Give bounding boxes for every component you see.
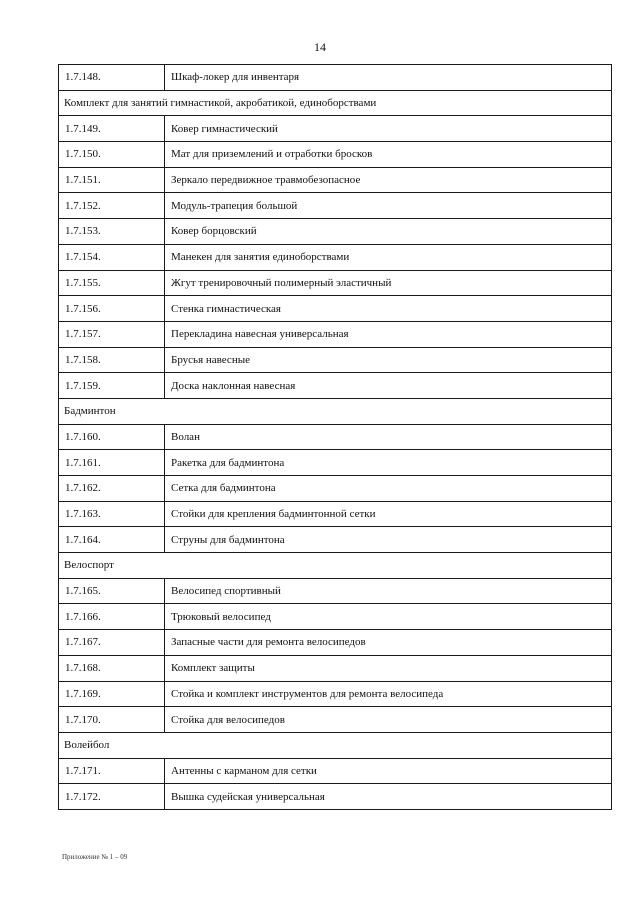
item-name: Брусья навесные xyxy=(165,347,612,373)
item-code: 1.7.171. xyxy=(59,758,165,784)
item-name: Велосипед спортивный xyxy=(165,578,612,604)
item-code: 1.7.168. xyxy=(59,655,165,681)
item-code: 1.7.154. xyxy=(59,244,165,270)
item-code: 1.7.148. xyxy=(59,65,165,91)
item-name: Ракетка для бадминтона xyxy=(165,450,612,476)
item-code: 1.7.172. xyxy=(59,784,165,810)
item-code: 1.7.162. xyxy=(59,476,165,502)
section-row xyxy=(59,398,612,424)
table-row xyxy=(59,578,612,604)
section-row xyxy=(59,553,612,579)
item-name: Волан xyxy=(165,424,612,450)
item-code: 1.7.167. xyxy=(59,630,165,656)
item-code: 1.7.170. xyxy=(59,707,165,733)
table-row xyxy=(59,450,612,476)
item-code: 1.7.163. xyxy=(59,501,165,527)
item-name: Жгут тренировочный полимерный эластичный xyxy=(165,270,612,296)
table-row xyxy=(59,65,612,91)
table-row xyxy=(59,116,612,142)
item-name: Мат для приземлений и отработки бросков xyxy=(165,142,612,168)
item-code: 1.7.153. xyxy=(59,219,165,245)
item-name: Запасные части для ремонта велосипедов xyxy=(165,630,612,656)
item-name: Стенка гимнастическая xyxy=(165,296,612,322)
item-code: 1.7.157. xyxy=(59,321,165,347)
table-row xyxy=(59,527,612,553)
item-name: Стойка и комплект инструментов для ремонта велосипеда xyxy=(165,681,612,707)
table-row xyxy=(59,476,612,502)
item-name: Стойки для крепления бадминтонной сетки xyxy=(165,501,612,527)
item-code: 1.7.161. xyxy=(59,450,165,476)
item-name: Струны для бадминтона xyxy=(165,527,612,553)
section-row xyxy=(59,732,612,758)
item-code: 1.7.166. xyxy=(59,604,165,630)
table-row xyxy=(59,373,612,399)
item-code: 1.7.169. xyxy=(59,681,165,707)
table-row xyxy=(59,321,612,347)
item-name: Ковер гимнастический xyxy=(165,116,612,142)
page-number: 14 xyxy=(314,40,326,54)
item-code: 1.7.151. xyxy=(59,167,165,193)
table-row xyxy=(59,681,612,707)
section-title: Волейбол xyxy=(59,732,612,758)
table-row xyxy=(59,142,612,168)
equipment-table-body xyxy=(59,65,612,810)
table-row xyxy=(59,296,612,322)
table-row xyxy=(59,424,612,450)
item-name: Стойка для велосипедов xyxy=(165,707,612,733)
item-name: Манекен для занятия единоборствами xyxy=(165,244,612,270)
section-row xyxy=(59,90,612,116)
table-row xyxy=(59,707,612,733)
equipment-table xyxy=(58,64,612,810)
item-name: Комплект защиты xyxy=(165,655,612,681)
footer-note: Приложение № 1 – 09 xyxy=(62,853,128,861)
item-name: Трюковый велосипед xyxy=(165,604,612,630)
item-code: 1.7.150. xyxy=(59,142,165,168)
item-name: Сетка для бадминтона xyxy=(165,476,612,502)
table-row xyxy=(59,758,612,784)
table-row xyxy=(59,784,612,810)
item-code: 1.7.165. xyxy=(59,578,165,604)
item-name: Доска наклонная навесная xyxy=(165,373,612,399)
item-name: Перекладина навесная универсальная xyxy=(165,321,612,347)
section-title: Велоспорт xyxy=(59,553,612,579)
table-row xyxy=(59,219,612,245)
table-row xyxy=(59,655,612,681)
table-row xyxy=(59,167,612,193)
item-name: Шкаф-локер для инвентаря xyxy=(165,65,612,91)
item-code: 1.7.164. xyxy=(59,527,165,553)
item-code: 1.7.159. xyxy=(59,373,165,399)
table-row xyxy=(59,604,612,630)
item-name: Вышка судейская универсальная xyxy=(165,784,612,810)
item-name: Ковер борцовский xyxy=(165,219,612,245)
item-name: Зеркало передвижное травмобезопасное xyxy=(165,167,612,193)
item-code: 1.7.149. xyxy=(59,116,165,142)
item-code: 1.7.156. xyxy=(59,296,165,322)
table-row xyxy=(59,501,612,527)
item-name: Модуль-трапеция большой xyxy=(165,193,612,219)
table-row xyxy=(59,193,612,219)
item-code: 1.7.152. xyxy=(59,193,165,219)
table-row xyxy=(59,270,612,296)
item-code: 1.7.160. xyxy=(59,424,165,450)
item-name: Антенны с карманом для сетки xyxy=(165,758,612,784)
table-row xyxy=(59,630,612,656)
table-row xyxy=(59,347,612,373)
table-row xyxy=(59,244,612,270)
item-code: 1.7.155. xyxy=(59,270,165,296)
item-code: 1.7.158. xyxy=(59,347,165,373)
section-title: Бадминтон xyxy=(59,398,612,424)
section-title: Комплект для занятий гимнастикой, акробатикой, единоборствами xyxy=(59,90,612,116)
